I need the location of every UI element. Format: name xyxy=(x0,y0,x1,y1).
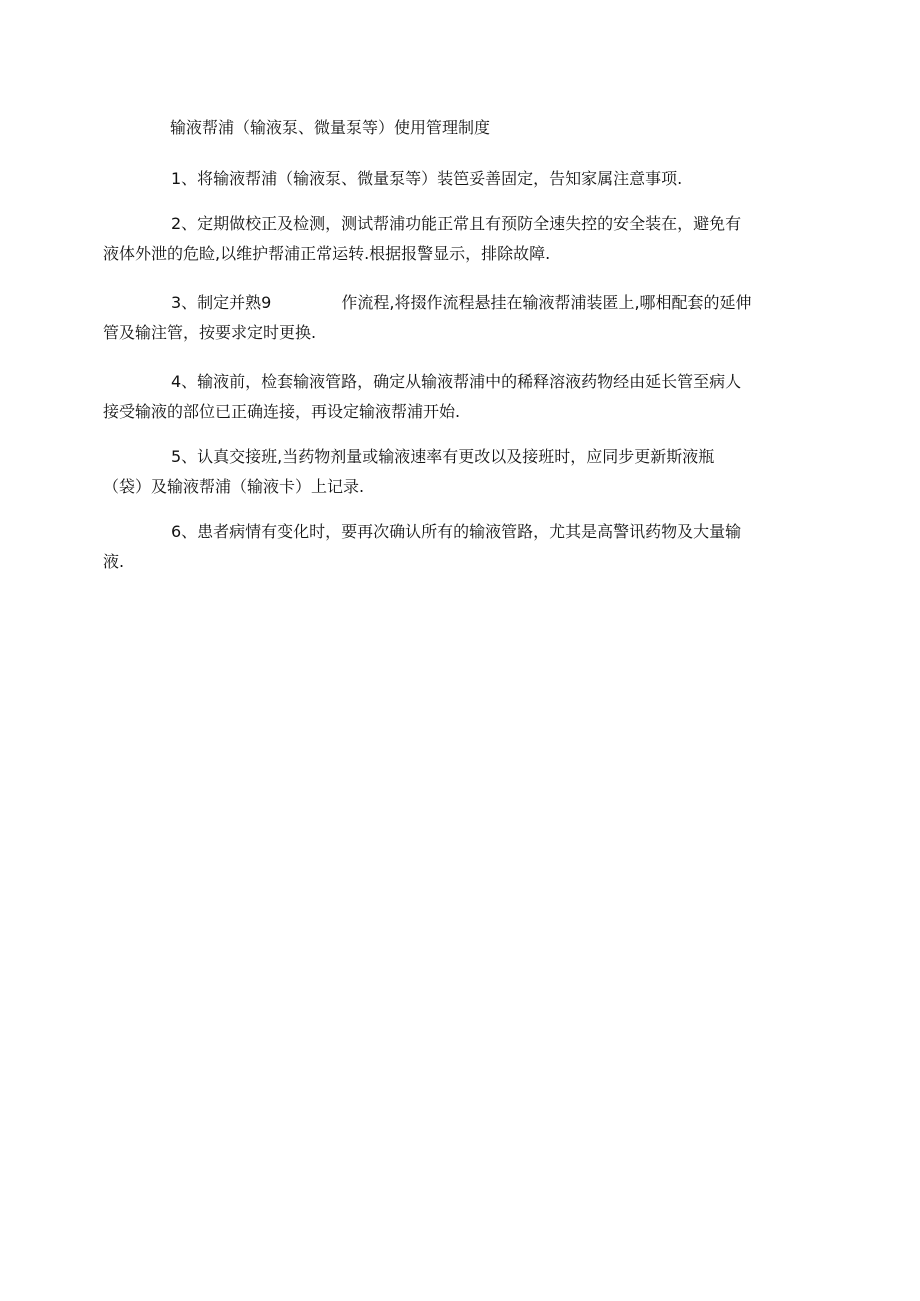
paragraph-line: 管及输注管，按要求定时更换. xyxy=(103,323,317,342)
paragraph-fragment: 作流程,将掇作流程悬挂在输液帮浦装匿上,哪相配套的延伸 xyxy=(341,293,752,312)
paragraph-fragment: 3、制定并熟9 xyxy=(171,293,272,312)
paragraph-line: 4、输液前，检套输液管路，确定从输液帮浦中的稀释溶液药物经由延长管至病人 xyxy=(171,372,742,391)
paragraph-6 xyxy=(103,517,787,577)
document-title: 输液帮浦（输液泵、微量泵等）使用管理制度 xyxy=(170,118,491,137)
paragraph-line: （袋）及输液帮浦（输液卡）上记录. xyxy=(103,477,365,496)
paragraph-5 xyxy=(103,442,787,502)
paragraph-line: 液. xyxy=(103,552,125,571)
paragraph-3 xyxy=(103,288,787,348)
paragraph-line: 2、定期做校正及检测，测试帮浦功能正常且有预防全速失控的安全装在，避免有 xyxy=(171,214,742,233)
paragraph-line xyxy=(137,288,787,318)
paragraph-line: 1、将输液帮浦（输液泵、微量泵等）装笆妥善固定，告知家属注意事项. xyxy=(171,169,683,188)
paragraph-4 xyxy=(103,367,787,427)
paragraph-line: 5、认真交接班,当药物剂量或输液速率有更改以及接班时，应同步更新斯液瓶 xyxy=(171,447,715,466)
paragraph-line: 6、患者病情有变化时，要再次确认所有的输液管路，尤其是高警讯药物及大量输 xyxy=(171,522,742,541)
paragraph-2 xyxy=(103,209,787,269)
paragraph-line: 液体外泄的危睑,以维护帮浦正常运转.根据报警显示，排除故障. xyxy=(103,244,551,263)
paragraph-1 xyxy=(137,164,787,194)
paragraph-line: 接受输液的部位已正确连接，再设定输液帮浦开始. xyxy=(103,402,461,421)
